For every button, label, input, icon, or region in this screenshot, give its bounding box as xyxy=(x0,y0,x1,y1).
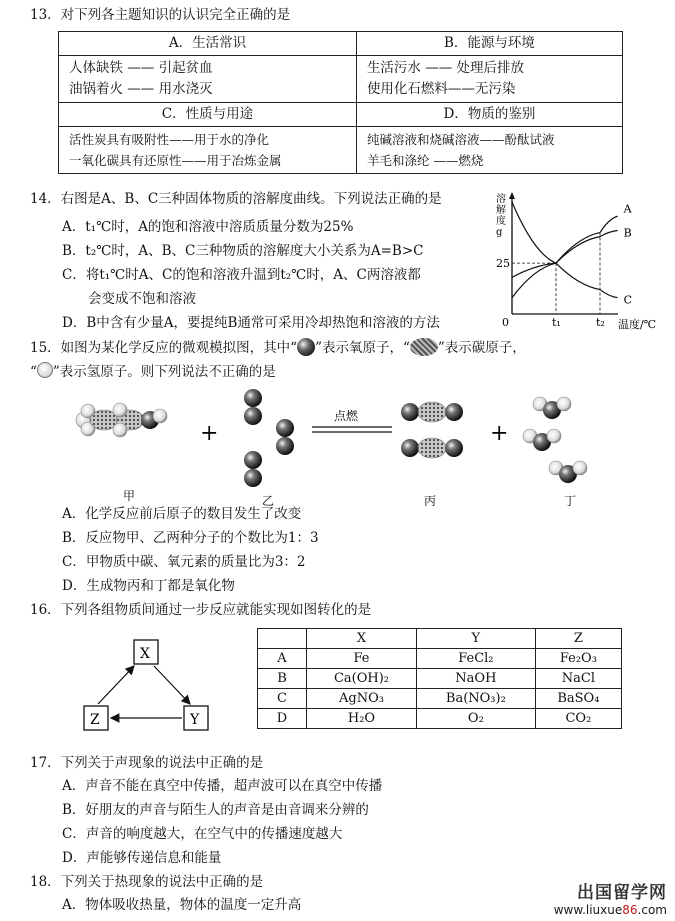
series-label-b: B xyxy=(623,226,632,240)
y-label-char: 解 xyxy=(496,205,506,216)
series-label-c: C xyxy=(623,293,633,307)
q15-stem-line1 xyxy=(30,338,526,358)
q13-b-line2: 使用化石燃料——无污染 xyxy=(366,81,516,97)
molecule-bing xyxy=(401,402,463,458)
q13-d-head: D．物质的鉴别 xyxy=(356,103,622,127)
table-cell: H₂O xyxy=(307,709,417,729)
q17-option-b: B．好朋友的声音与陌生人的声音是由音调来分辨的 xyxy=(62,802,369,818)
table-cell: O₂ xyxy=(416,709,535,729)
plus-sign-2: + xyxy=(490,421,509,446)
label-jia: 甲 xyxy=(123,489,136,503)
q17-option-d: D．声能够传递信息和能量 xyxy=(62,850,222,866)
chart-axes xyxy=(509,192,618,314)
x-tick-0: 0 xyxy=(502,316,509,329)
q14-option-b: B．t₂℃时，A、B、C三种物质的溶解度大小关系为A=B>C xyxy=(62,243,424,259)
arrow-x-to-y xyxy=(154,666,190,704)
url-part-a: www.liuxue xyxy=(553,903,623,917)
q15-stem-part2: ”表示氧原子，“ xyxy=(315,340,410,356)
watermark-url xyxy=(554,903,667,917)
q13-d-line1: 纯碱溶液和烧碱溶液——酚酞试液 xyxy=(366,132,555,147)
x-label: 温度/℃ xyxy=(618,318,657,331)
table-cell: BaSO₄ xyxy=(535,689,621,709)
chart-marks xyxy=(496,192,633,329)
watermark-title: 出国留学网 xyxy=(577,883,667,903)
q15-option-d: D．生成物丙和丁都是氧化物 xyxy=(62,578,235,594)
y-label-char: g xyxy=(496,227,503,238)
q14-option-c: C．将t₁℃时A、C的饱和溶液升温到t₂℃时，A、C两溶液都 xyxy=(62,267,421,283)
q13-d-body xyxy=(356,127,622,174)
q18-option-a: A．物体吸收热量，物体的温度一定升高 xyxy=(62,897,302,913)
x-tick-t1: t₁ xyxy=(552,316,561,329)
table-cell: A xyxy=(258,649,307,669)
q13-d-line2: 羊毛和涤纶 ——燃烧 xyxy=(366,153,484,168)
q13-a-body xyxy=(59,56,357,103)
node-y: Y xyxy=(190,712,200,728)
carbon-atom-icon xyxy=(410,338,438,356)
node-z: Z xyxy=(90,712,100,728)
q16-stem: 16．下列各组物质间通过一步反应就能实现如图转化的是 xyxy=(30,602,372,618)
curve-a xyxy=(512,216,618,297)
q14-option-d: D．B中含有少量A，要提纯B通常可采用冷却热饱和溶液的方法 xyxy=(62,315,440,331)
condition-label: 点燃 xyxy=(334,409,359,423)
q13-stem: 13．对下列各主题知识的认识完全正确的是 xyxy=(30,7,291,23)
q15-stem-part3: ”表示碳原子， xyxy=(437,340,526,356)
table-cell: C xyxy=(258,689,307,709)
q17-stem: 17．下列关于声现象的说法中正确的是 xyxy=(30,755,264,771)
q17-option-c: C．声音的响度越大，在空气中的传播速度越大 xyxy=(62,826,343,842)
table-cell: NaCl xyxy=(535,669,621,689)
q15-stem-part4: “ xyxy=(30,364,37,380)
q13-c-line1: 活性炭具有吸附性——用于水的净化 xyxy=(69,132,270,147)
table-cell: Ba(NO₃)₂ xyxy=(416,689,535,709)
oxygen-atom-icon xyxy=(297,338,315,356)
y-label-char: 溶 xyxy=(496,194,506,205)
q13-c-line2: 一氧化碳具有还原性——用于冶炼金属 xyxy=(69,153,282,168)
q15-stem-part1: 15．如图为某化学反应的微观模拟图，其中“ xyxy=(30,340,298,356)
q13-a-line1: 人体缺铁 —— 引起贫血 xyxy=(69,60,213,76)
q18-stem: 18．下列关于热现象的说法中正确的是 xyxy=(30,874,264,890)
url-part-c: .com xyxy=(637,903,667,917)
curve-c xyxy=(512,202,618,298)
conversion-diagram xyxy=(78,636,228,736)
y-label-char: 度 xyxy=(496,216,506,227)
site-watermark xyxy=(554,878,667,917)
y-axis-arrow xyxy=(509,192,515,199)
y-tick-25: 25 xyxy=(496,257,510,271)
header-cell: Y xyxy=(416,629,535,649)
table-row xyxy=(258,709,622,729)
table-cell: D xyxy=(258,709,307,729)
q15-option-b: B．反应物甲、乙两种分子的个数比为1：3 xyxy=(62,530,319,546)
solubility-chart xyxy=(488,190,670,335)
q15-option-a: A．化学反应前后原子的数目发生了改变 xyxy=(62,506,302,522)
header-cell: X xyxy=(307,629,417,649)
molecule-jia xyxy=(76,403,167,437)
x-tick-t2: t₂ xyxy=(596,316,605,329)
table-cell: CO₂ xyxy=(535,709,621,729)
q13-b-head: B．能源与环境 xyxy=(356,32,622,56)
hydrogen-atom-icon xyxy=(37,362,53,378)
q13-a-head: A．生活常识 xyxy=(59,32,357,56)
q14-stem: 14．右图是A、B、C三种固体物质的溶解度曲线。下列说法正确的是 xyxy=(30,191,442,207)
table-row xyxy=(258,689,622,709)
q15-stem-part5: ”表示氢原子。则下列说法不正确的是 xyxy=(52,364,276,380)
q13-table xyxy=(58,31,623,174)
table-row xyxy=(258,649,622,669)
url-part-b: 86 xyxy=(622,903,638,917)
header-cell xyxy=(258,629,307,649)
q14-option-c-cont: 会变成不饱和溶液 xyxy=(88,291,196,307)
q16-table xyxy=(257,628,622,729)
series-label-a: A xyxy=(623,202,632,216)
table-row xyxy=(258,669,622,689)
q15-stem-line2 xyxy=(30,362,276,382)
header-cell: Z xyxy=(535,629,621,649)
q13-b-line1: 生活污水 —— 处理后排放 xyxy=(366,60,525,76)
table-header xyxy=(258,629,622,649)
q13-b-body xyxy=(356,56,622,103)
plus-sign-1: + xyxy=(200,421,219,446)
table-cell: Fe₂O₃ xyxy=(535,649,621,669)
table-cell: Ca(OH)₂ xyxy=(307,669,417,689)
q13-a-line2: 油锅着火 —— 用水浇灭 xyxy=(69,81,213,97)
q14-option-a: A．t₁℃时，A的饱和溶液中溶质质量分数为25% xyxy=(62,219,354,235)
q17-option-a: A．声音不能在真空中传播，超声波可以在真空中传播 xyxy=(62,778,383,794)
label-ding: 丁 xyxy=(564,494,577,508)
table-cell: Fe xyxy=(307,649,417,669)
table-cell: AgNO₃ xyxy=(307,689,417,709)
q13-c-head: C．性质与用途 xyxy=(59,103,357,127)
molecule-ding xyxy=(523,397,587,483)
molecule-yi xyxy=(244,389,294,487)
label-yi: 乙 xyxy=(262,494,275,508)
q15-option-c: C．甲物质中碳、氧元素的质量比为3：2 xyxy=(62,554,306,570)
table-cell: NaOH xyxy=(416,669,535,689)
node-x: X xyxy=(140,646,150,662)
reaction-diagram xyxy=(60,382,620,500)
label-bing: 丙 xyxy=(424,494,437,508)
table-cell: FeCl₂ xyxy=(416,649,535,669)
arrow-z-to-x xyxy=(98,666,134,704)
reaction-condition xyxy=(312,408,392,432)
q13-c-body xyxy=(59,127,357,174)
table-cell: B xyxy=(258,669,307,689)
